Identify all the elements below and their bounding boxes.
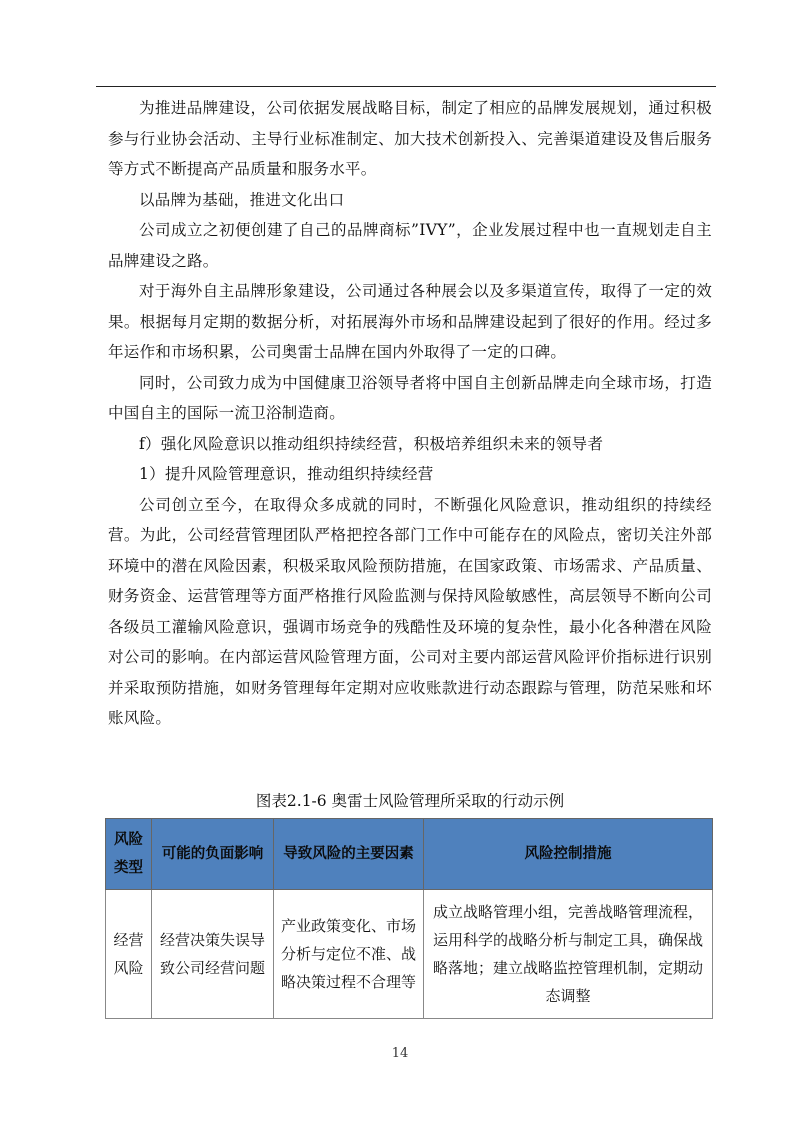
subsection-heading: 1）提升风险管理意识，推动组织持续经营 [139,465,434,483]
paragraph: 对于海外自主品牌形象建设，公司通过各种展会以及多渠道宣传，取得了一定的效果。根据每月定期的数据分析，对拓展海外市场和品牌建设起到了很好的作用。经过多年运作和市场积累，公司奥雷士品牌在国内外取得了一定的口碑。 [108,282,712,361]
header-negative-impact: 可能的负面影响 [152,819,274,890]
section-heading: f）强化风险意识以推动组织持续经营，积极培养组织未来的领导者 [139,434,604,453]
cell-risk-type: 经营风险 [106,890,152,1019]
paragraph: 同时，公司致力成为中国健康卫浴领导者将中国自主创新品牌走向全球市场，打造中国自主的国际一流卫浴制造商。 [108,373,712,422]
header-main-factors: 导致风险的主要因素 [274,819,424,890]
header-rule [96,86,716,87]
cell-main-factors: 产业政策变化、市场分析与定位不准、战略决策过程不合理等 [274,890,424,1019]
header-control-measures: 风险控制措施 [424,819,713,890]
cell-control-measures: 成立战略管理小组，完善战略管理流程，运用科学的战略分析与制定工具，确保战略落地；建立战略监控管理机制，定期动态调整 [424,890,713,1019]
header-risk-type: 风险类型 [106,819,152,890]
table-caption: 图表2.1-6 奥雷士风险管理所采取的行动示例 [255,792,565,810]
paragraph: 为推进品牌建设，公司依据发展战略目标，制定了相应的品牌发展规划，通过积极参与行业协会活动、主导行业标准制定、加大技术创新投入、完善渠道建设及售后服务等方式不断提高产品质量和服务水平。 [108,99,712,178]
paragraph: 公司创立至今，在取得众多成就的同时，不断强化风险意识，推动组织的持续经营。为此，公司经营管理团队严格把控各部门工作中可能存在的风险点，密切关注外部环境中的潜在风险因素，积极采取风险预防措施，在国家政策、市场需求、产品质量、财务资金、运营管理等方面严格推行风险监测与保持风险敏感性，高层领导不断向公司各级员工灌输风险意识，强调市场竞争的残酷性及环境的复杂性，最小化各种潜在风险对公司的影响。在内部运营风险管理方面，公司对主要内部运营风险评价指标进行识别并采取预防措施，如财务管理每年定期对应收账款进行动态跟踪与管理，防范呆账和坏账风险。 [108,495,712,727]
page-number: 14 [391,1046,409,1061]
paragraph-heading: 以品牌为基础，推进文化出口 [139,190,345,209]
table-row [106,890,713,1019]
cell-negative-impact: 经营决策失误导致公司经营问题 [152,890,274,1019]
table-header-row [106,819,713,890]
body-text [108,93,712,734]
risk-table [105,818,713,1019]
paragraph: 公司成立之初便创建了自己的品牌商标”IVY”，企业发展过程中也一直规划走自主品牌建设之路。 [108,221,712,270]
